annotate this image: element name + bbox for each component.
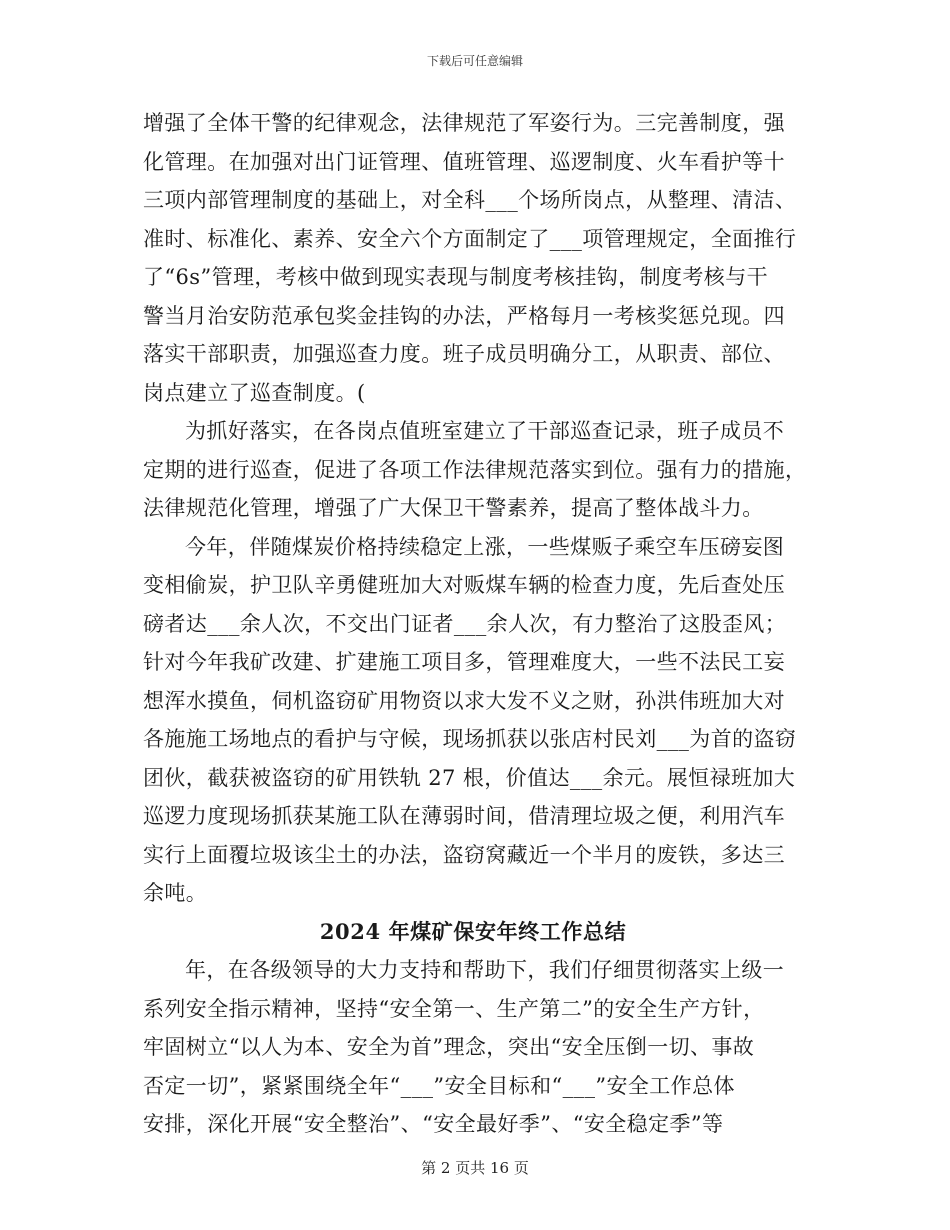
text-line: 落实干部职责，加强巡查力度。班子成员明确分工，从职责、部位、 (143, 342, 785, 366)
text-line: 准时、标准化、素养、安全六个方面制定了___项管理规定，全面推行 (143, 226, 797, 251)
text-line: 为抓好落实，在各岗点值班室建立了干部巡查记录，班子成员不 (185, 419, 785, 443)
text-line: 警当月治安防范承包奖金挂钩的办法，严格每月一考核奖惩兑现。四 (143, 303, 785, 328)
text-line: 各施施工场地点的看护与守候，现场抓获以张店村民刘___为首的盗窃 (143, 727, 797, 751)
text-line: 法律规范化管理，增强了广大保卫干警素养，提高了整体战斗力。 (143, 496, 764, 520)
page-footer: 第 2 页共 16 页 (421, 1159, 529, 1177)
text-line: 巡逻力度现场抓获某施工队在薄弱时间，借清理垃圾之便，利用汽车 (143, 804, 785, 828)
text-line: 系列安全指示精神，坚持“安全第一、生产第二”的安全生产方针， (143, 996, 765, 1021)
text-line: 牢固树立“以人为本、安全为首”理念，突出“安全压倒一切、事故 (143, 1035, 755, 1059)
text-line: 了“6s”管理，考核中做到现实表现与制度考核挂钩，制度考核与干 (143, 265, 769, 289)
text-line: 化管理。在加强对出门证管理、值班管理、巡逻制度、火车看护等十 (143, 149, 785, 174)
paragraph (143, 951, 803, 1144)
section-title: 2024 年煤矿保安年终工作总结 (319, 918, 627, 944)
paragraph (143, 528, 803, 913)
text-line: 增强了全体干警的纪律观念，法律规范了军姿行为。三完善制度，强 (143, 111, 785, 135)
text-line: 三项内部管理制度的基础上，对全科___个场所岗点，从整理、清洁、 (143, 188, 797, 212)
text-line: 年，在各级领导的大力支持和帮助下，我们仔细贯彻落实上级一 (185, 958, 785, 982)
page-header: 下载后可任意编辑 (426, 54, 523, 68)
text-line: 岗点建立了巡查制度。( (143, 380, 366, 405)
text-line: 实行上面覆垃圾该尘土的办法，盗窃窝藏近一个半月的废铁，多达三 (143, 842, 785, 867)
text-line: 想浑水摸鱼，伺机盗窃矿用物资以求大发不义之财，孙洪伟班加大对 (143, 688, 785, 713)
text-line: 余吨。 (143, 881, 208, 905)
text-line: 团伙，截获被盗窃的矿用铁轨 27 根，价值达___余元。展恒禄班加大 (143, 765, 796, 790)
document-body (143, 104, 807, 1144)
text-line: 定期的进行巡查，促进了各项工作法律规范落实到位。强有力的措施， (143, 457, 807, 482)
text-line: 否定一切”，紧紧围绕全年“___”安全目标和“___”安全工作总体 (143, 1073, 735, 1098)
text-line: 安排，深化开展“安全整治”、“安全最好季”、“安全稳定季”等 (143, 1112, 724, 1136)
text-line: 针对今年我矿改建、扩建施工项目多，管理难度大，一些不法民工妄 (143, 650, 785, 674)
paragraph (143, 104, 803, 412)
paragraph (143, 412, 807, 528)
text-line: 磅者达___余人次，不交出门证者___余人次，有力整治了这股歪风； (143, 611, 787, 636)
text-line: 变相偷炭，护卫队辛勇健班加大对贩煤车辆的检查力度，先后查处压 (143, 573, 785, 597)
text-line: 今年，伴随煤炭价格持续稳定上涨，一些煤贩子乘空车压磅妄图 (185, 534, 785, 559)
